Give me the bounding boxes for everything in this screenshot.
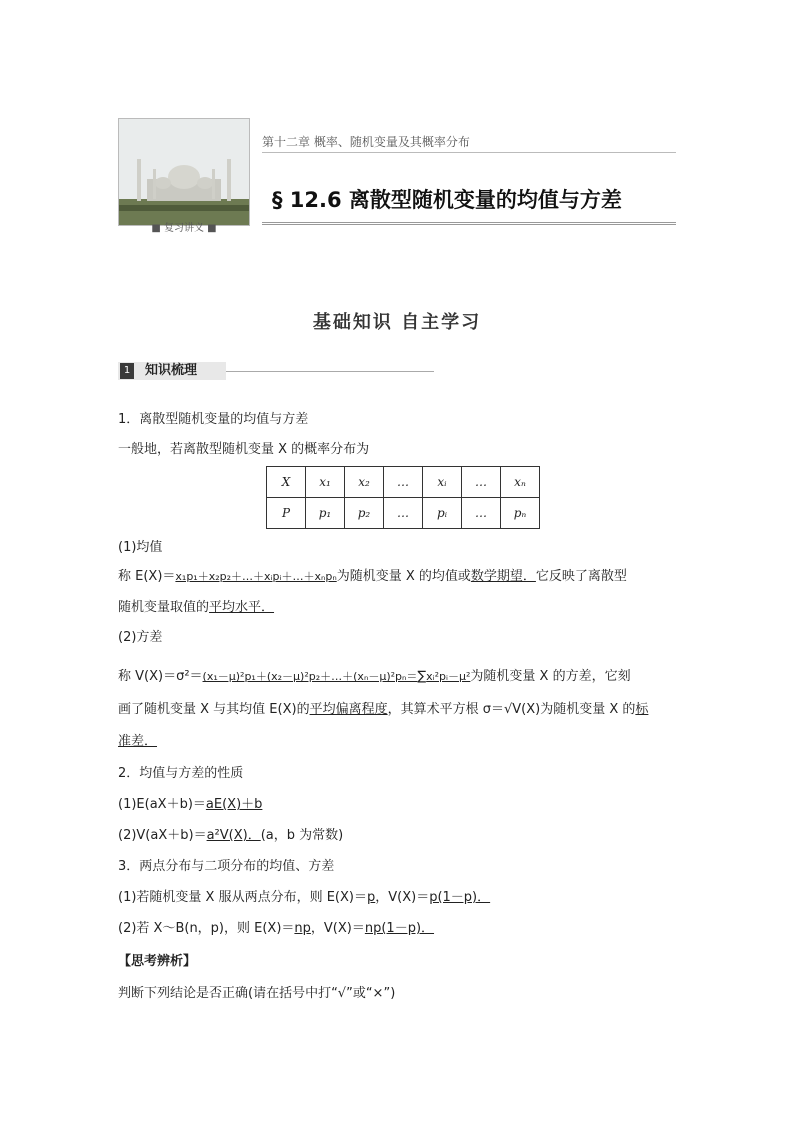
mean-line-2	[118, 599, 274, 617]
header-divider-double	[262, 222, 676, 225]
table-cell: pₙ	[501, 498, 540, 529]
text: 为随机变量 X 的均值或	[336, 569, 471, 584]
item2-line-2	[118, 827, 343, 845]
answer: xᵢ²pᵢ－μ²	[426, 670, 471, 683]
answer: 平均水平．	[209, 600, 275, 615]
table-row	[267, 498, 540, 529]
variance-line-2	[118, 701, 648, 719]
answer: np(1－p)．	[364, 921, 435, 936]
header-divider	[262, 152, 676, 153]
mean-label: (1)均值	[118, 540, 163, 555]
item2-line-1	[118, 796, 262, 814]
table-cell: x₂	[345, 467, 384, 498]
item2-title: 2．均值与方差的性质	[118, 766, 244, 781]
text: 画了随机变量 X 与其均值 E(X)的	[118, 702, 310, 717]
distribution-table	[266, 466, 540, 529]
text: (1)E(aX＋b)＝	[118, 797, 206, 812]
table-cell: xₙ	[501, 467, 540, 498]
answer: (x₁－μ)²p₁＋(x₂－μ)²p₂＋…＋(xₙ－μ)²pₙ＝	[202, 670, 418, 683]
table-cell: xᵢ	[423, 467, 462, 498]
section-bar-mark: 1	[120, 363, 134, 379]
text: 随机变量取值的	[118, 600, 210, 615]
answer: aE(X)＋b	[205, 797, 263, 812]
answer: a²V(X)．	[206, 828, 261, 843]
table-cell: …	[462, 498, 501, 529]
text: ，其算术平方根 σ＝	[387, 702, 504, 717]
section-bar-rule	[226, 371, 434, 372]
table-cell: pᵢ	[423, 498, 462, 529]
text: (1)若随机变量 X 服从两点分布，则 E(X)＝	[118, 890, 367, 905]
think-title: 【思考辨析】	[118, 954, 197, 969]
item1-title: 1．离散型随机变量的均值与方差	[118, 412, 309, 427]
answer: 数学期望．	[470, 569, 536, 584]
answer: 平均偏离程度	[309, 702, 388, 717]
text: (2)V(aX＋b)＝	[118, 828, 207, 843]
table-cell: X	[267, 467, 306, 498]
text: ，V(X)＝	[375, 890, 430, 905]
text: (a，b 为常数)	[260, 828, 344, 843]
table-cell: …	[462, 467, 501, 498]
item1-intro: 一般地，若离散型随机变量 X 的概率分布为	[118, 442, 370, 457]
table-cell: x₁	[306, 467, 345, 498]
section-title: § 12.6 离散型随机变量的均值与方差	[272, 188, 622, 212]
text: 它反映了离散型	[535, 569, 627, 584]
section-bar-label: 知识梳理	[145, 363, 198, 378]
answer: p	[366, 890, 376, 905]
page-heading: 基础知识 自主学习	[312, 312, 482, 333]
chapter-photo	[118, 118, 250, 226]
answer: p(1－p)．	[429, 890, 491, 905]
text: 称 V(X)＝σ²＝	[118, 669, 203, 684]
table-row	[267, 467, 540, 498]
item3-line-2	[118, 920, 434, 938]
table-cell: …	[384, 467, 423, 498]
variance-line-1	[118, 668, 631, 686]
think-line: 判断下列结论是否正确(请在括号中打“√”或“×”)	[118, 986, 396, 1001]
mean-line-1	[118, 568, 627, 586]
sum-sign: ∑	[417, 669, 427, 684]
text: (2)若 X～B(n，p)，则 E(X)＝	[118, 921, 295, 936]
variance-line-3	[118, 733, 157, 751]
answer: np	[294, 921, 311, 936]
text: ，V(X)＝	[310, 921, 365, 936]
table-cell: p₂	[345, 498, 384, 529]
answer: 准差．	[118, 734, 158, 749]
photo-caption: ■ 复习讲义 ■	[151, 223, 217, 234]
text: 称 E(X)＝	[118, 569, 176, 584]
text: 为随机变量 X 的	[540, 702, 636, 717]
answer: x₁p₁＋x₂p₂＋…＋xᵢpᵢ＋…＋xₙpₙ	[175, 570, 337, 583]
table-cell: P	[267, 498, 306, 529]
item3-line-1	[118, 889, 490, 907]
table-cell: p₁	[306, 498, 345, 529]
sqrt: √V(X)	[503, 702, 541, 717]
text: 为随机变量 X 的方差，它刻	[470, 669, 631, 684]
answer: 标	[635, 702, 649, 717]
table-cell: …	[384, 498, 423, 529]
variance-label: (2)方差	[118, 630, 163, 645]
chapter-title: 第十二章 概率、随机变量及其概率分布	[262, 135, 470, 149]
item3-title: 3．两点分布与二项分布的均值、方差	[118, 859, 335, 874]
